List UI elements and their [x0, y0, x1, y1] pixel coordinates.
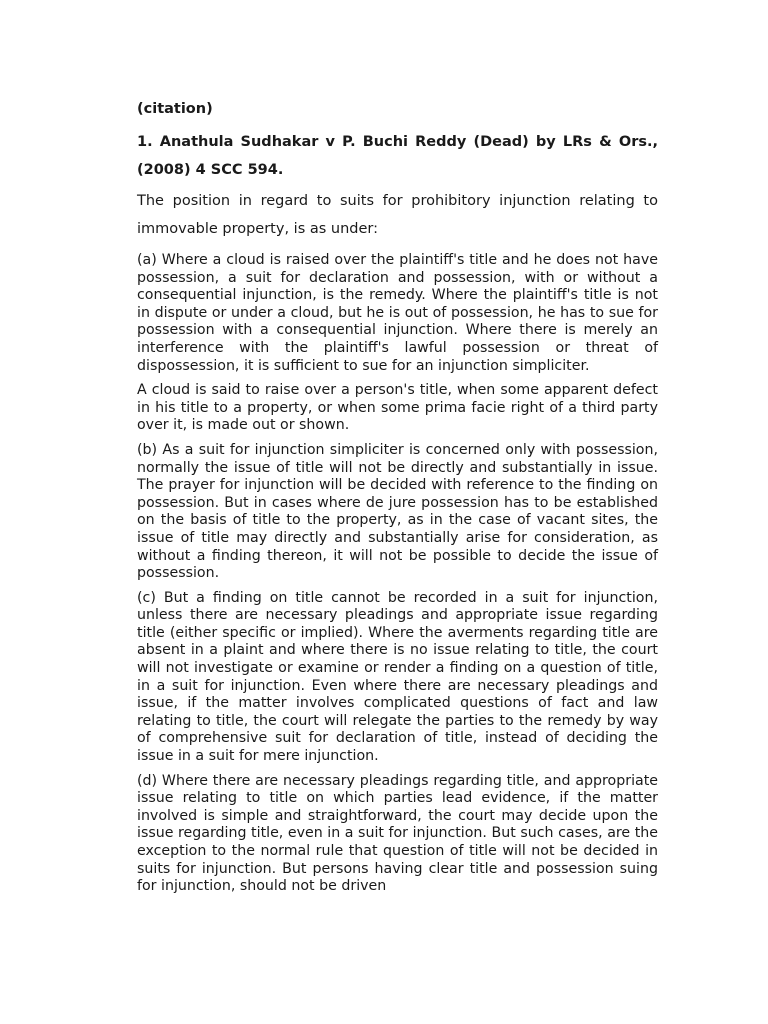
- paragraph-cloud-definition: A cloud is said to raise over a person's title, when some apparent defect in his title to a property, or when some prima facie right of a third party over it, is made out or shown.: [137, 382, 658, 434]
- paragraph-a: (a) Where a cloud is raised over the plaintiff's title and he does not have possession, a suit for declaration and possession, with or without a consequential injunction, is the remedy. Where the plaintiff's title is not in dispute or under a cloud, but he is out of possession, he has to sue for possession with a consequential injunction. Where there is merely an interference with the plaintiff's lawful possession or threat of dispossession, it is sufficient to sue for an injunction simpliciter.: [137, 252, 658, 374]
- paragraph-b: (b) As a suit for injunction simpliciter is concerned only with possession, normally the issue of title will not be directly and substantially in issue. The prayer for injunction will be decided with reference to the finding on possession. But in cases where de jure possession has to be established on the basis of title to the property, as in the case of vacant sites, the issue of title may directly and substantially arise for consideration, as without a finding thereon, it will not be possible to decide the issue of possession.: [137, 441, 658, 582]
- intro-paragraph: The position in regard to suits for prohibitory injunction relating to immovable property, is as under:: [137, 193, 658, 237]
- citation-label: (citation): [137, 101, 213, 117]
- case-title: 1. Anathula Sudhakar v P. Buchi Reddy (Dead) by LRs & Ors., (2008) 4 SCC 594.: [137, 134, 658, 178]
- paragraph-d: (d) Where there are necessary pleadings regarding title, and appropriate issue relating to title on which parties lead evidence, if the matter involved is simple and straightforward, the court may decide upon the issue regarding title, even in a suit for injunction. But such cases, are the exception to the normal rule that question of title will not be decided in suits for injunction. But persons having clear title and possession suing for injunction, should not be driven: [137, 772, 658, 895]
- paragraph-c: (c) But a finding on title cannot be recorded in a suit for injunction, unless there are necessary pleadings and appropriate issue regarding title (either specific or implied). Where the averments regarding title are absent in a plaint and where there is no issue relating to title, the court will not investigate or examine or render a finding on a question of title, in a suit for injunction. Even where there are necessary pleadings and issue, if the matter involves complicated questions of fact and law relating to title, the court will relegate the parties to the remedy by way of comprehensive suit for declaration of title, instead of deciding the issue in a suit for mere injunction.: [137, 589, 658, 765]
- document-page: [137, 98, 658, 903]
